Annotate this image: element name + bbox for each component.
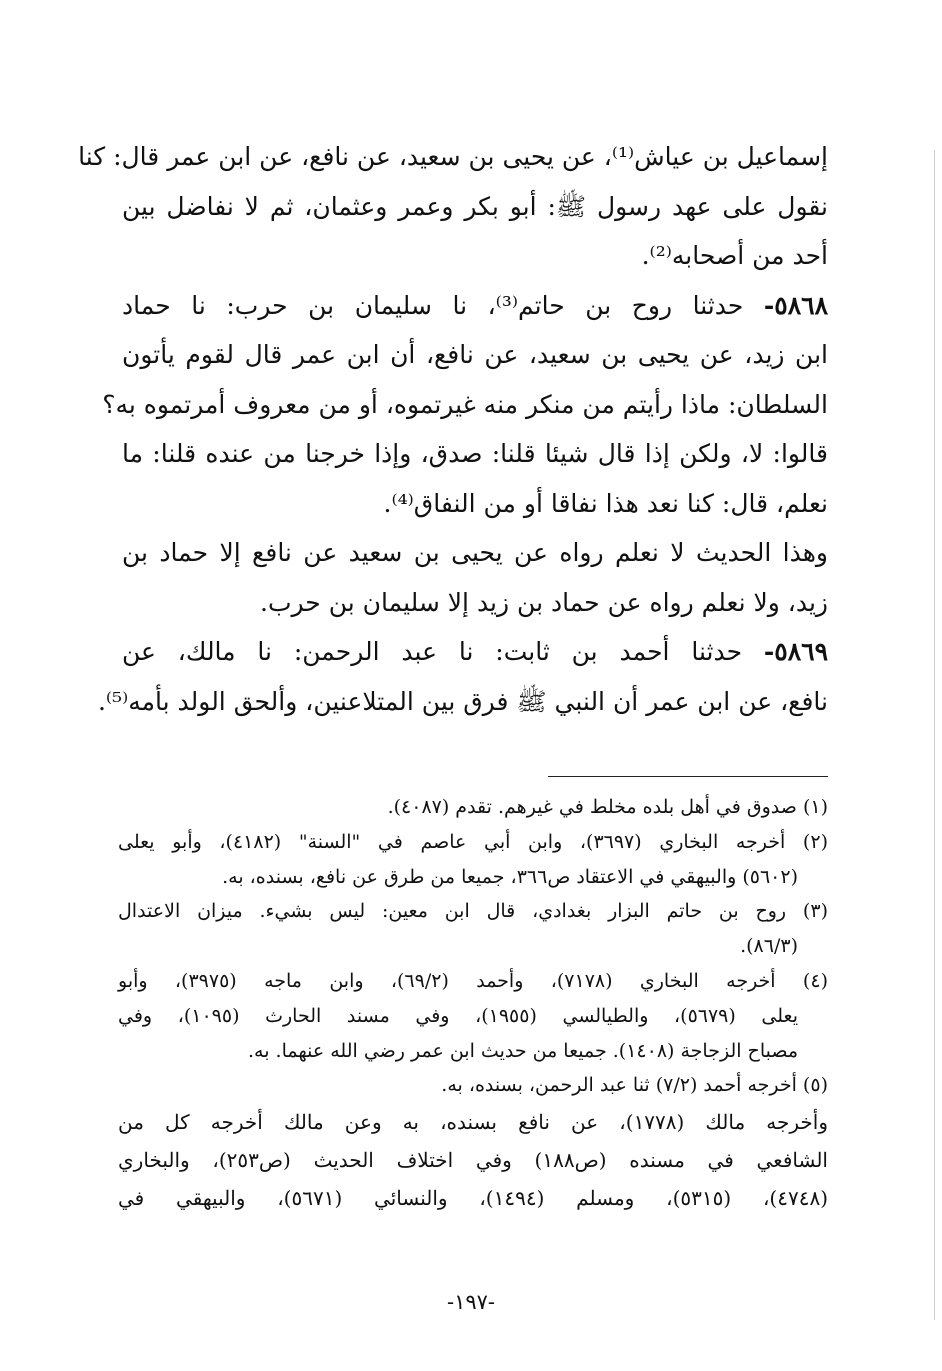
main-text bbox=[78, 132, 829, 726]
text-line: نعلم، قال: كنا نعد هذا نفاقا أو من النفاق⁽⁴⁾. bbox=[383, 488, 828, 518]
footnote-line: يعلى (٥٦٧٩)، والطيالسي (١٩٥٥)، وفي مسند الحارث (١٠٩٥)، وفي bbox=[118, 1004, 798, 1027]
footnote-line: (٥) أخرجه أحمد (٧/٢) ثنا عبد الرحمن، بسنده، به. bbox=[441, 1074, 828, 1097]
text-line: السلطان: ماذا رأيتم من منكر منه غيرتموه، أو من معروف أمرتموه به؟ bbox=[102, 389, 828, 419]
text-line: نقول على عهد رسول ﷺ: أبو بكر وعمر وعثمان، ثم لا نفاضل بين bbox=[122, 191, 828, 221]
footnote-line: الشافعي في مسنده (ص١٨٨) وفي اختلاف الحديث (ص٢٥٣)، والبخاري bbox=[118, 1148, 828, 1173]
text-line: وهذا الحديث لا نعلم رواه عن يحيى بن سعيد عن نافع إلا حماد بن bbox=[122, 538, 828, 567]
footnote-line: مصباح الزجاجة (١٤٠٨). جميعا من حديث ابن عمر رضي الله عنهما. به. bbox=[248, 1039, 798, 1062]
footnote-line: (٤٧٤٨)، (٥٣١٥)، ومسلم (١٤٩٤)، والنسائي (٥٦٧١)، والبيهقي في bbox=[118, 1186, 828, 1211]
footnote-divider bbox=[548, 776, 828, 777]
scan-edge-line bbox=[934, 150, 935, 1320]
footnote-line: (١) صدوق في أهل بلده مخلط في غيرهم. تقدم (٤٠٨٧). bbox=[387, 796, 828, 818]
text-line: أحد من أصحابه⁽²⁾. bbox=[641, 241, 828, 270]
footnote-line: (٥٦٠٢) والبيهقي في الاعتقاد ص٣٦٦، جميعا من طرق عن نافع، بسنده، به. bbox=[222, 865, 798, 888]
page-number: -١٩٧- bbox=[446, 1290, 496, 1314]
text-line: إسماعيل بن عياش⁽¹⁾، عن يحيى بن سعيد، عن نافع، عن ابن عمر قال: كنا bbox=[78, 142, 828, 171]
hadith-number: ٥٨٦٨- bbox=[763, 290, 829, 320]
text-line: نافع، عن ابن عمر أن النبي ﷺ فرق بين المتلاعنين، وألحق الولد بأمه⁽⁵⁾. bbox=[97, 686, 828, 716]
text-line: قالوا: لا، ولكن إذا قال شيئا قلنا: صدق، وإذا خرجنا من عنده قلنا: ما bbox=[122, 439, 828, 468]
footnote-line: (٢) أخرجه البخاري (٣٦٩٧)، وابن أبي عاصم في "السنة" (٤١٨٢)، وأبو يعلى bbox=[118, 830, 828, 853]
footnote-line: (٣) روح بن حاتم البزار بغدادي، قال ابن معين: ليس بشيء. ميزان الاعتدال bbox=[118, 900, 828, 923]
text-line: حدثنا أحمد بن ثابت: نا عبد الرحمن: نا مالك، عن bbox=[122, 637, 743, 666]
text-line: حدثنا روح بن حاتم⁽³⁾، نا سليمان بن حرب: نا حماد bbox=[122, 290, 744, 320]
hadith-5868-first-line bbox=[122, 281, 828, 331]
footnote-line: وأخرجه مالك (١٧٧٨)، عن نافع بسنده، به وعن مالك أخرجه كل من bbox=[118, 1110, 828, 1135]
hadith-number: ٥٨٦٩- bbox=[763, 637, 828, 666]
footnote-line: (٤) أخرجه البخاري (٧١٧٨)، وأحمد (٦٩/٢)، وابن ماجه (٣٩٧٥)، وأبو bbox=[118, 969, 828, 992]
footnotes bbox=[118, 790, 828, 1217]
hadith-5869-first-line bbox=[122, 627, 828, 677]
text-line: زيد، ولا نعلم رواه عن حماد بن زيد إلا سليمان بن حرب. bbox=[260, 587, 828, 617]
footnote-line: (٨٦/٣). bbox=[740, 935, 798, 958]
text-line: ابن زيد، عن يحيى بن سعيد، عن نافع، أن ابن عمر قال لقوم يأتون bbox=[122, 340, 828, 369]
